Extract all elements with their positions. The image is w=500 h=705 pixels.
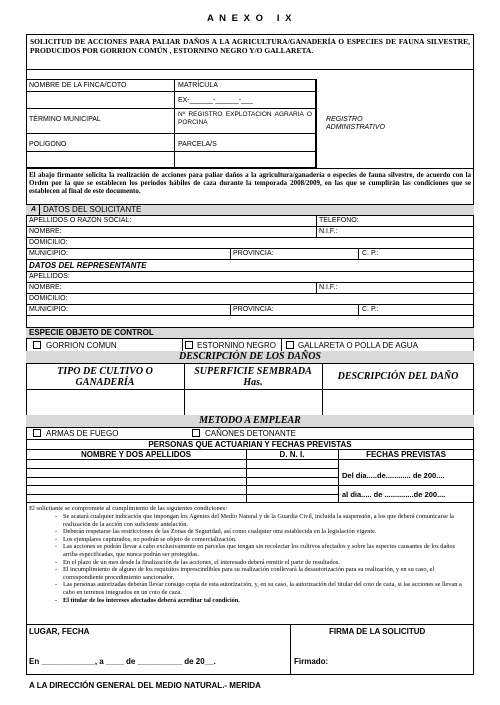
especie-gorrion-label: GORRION COMUN [46,341,117,350]
representante-cp-label: C. P.: [362,306,379,313]
checkbox-gallareta[interactable] [286,341,294,349]
solicitante-provincia-label: PROVINCIA: [233,250,274,257]
representante-nombre-label: NOMBRE: [29,284,62,291]
condicion-item: - En el plazo de un mes desde la finalización de las acciones, el interesado deberá remitir el parte de resultados. [54,559,466,567]
poligono-label: POLIGONO [29,141,67,148]
metodo-canones-label: CAÑONES DETONANTE [205,429,296,438]
firma-solicitud-label: FIRMA DE LA SOLICITUD [329,627,426,636]
condicion-item: - Deberán respetarse las restricciones de las Zonas de Seguridad, así como cualquier otra establecida en la legislación vigente. [54,528,466,536]
lugar-fecha-line[interactable]: En ____________, a ____ de __________ de 20__. [29,657,216,666]
solicitante-domicilio-label: DOMICILIO: [29,239,68,246]
condiciones-intro: El solicitante se compromete al cumplimiento de las siguientes condiciones: [29,505,228,512]
personas-col-dni: D. N. I. [279,450,305,459]
termino-label: TÉRMINO MUNICIPAL [29,116,101,123]
danos-col-cultivo: TIPO DE CULTIVO O GANADERÍA [57,366,153,388]
checkbox-estornino[interactable] [185,341,193,349]
personas-header: PERSONAS QUE ACTUARIAN Y FECHAS PREVISTAS [148,440,352,449]
checkbox-gorrion[interactable] [33,341,41,349]
footer-recipient: A LA DIRECCIÓN GENERAL DEL MEDIO NATURAL.- MERIDA [29,681,261,690]
danos-header: DESCRIPCIÓN DE LOS DAÑOS [179,351,321,362]
lugar-fecha-label: LUGAR, FECHA [29,627,90,636]
solicitante-municipio-label: MUNICIPIO: [29,250,68,257]
danos-col-descripcion: DESCRIPCIÓN DEL DAÑO [337,371,459,382]
representante-provincia-label: PROVINCIA: [233,306,274,313]
representante-apellidos-label: APELLIDOS: [29,273,70,280]
solicitante-telefono-label: TELEFONO: [319,217,359,224]
registro-explotacion-label: Nº REGISTRO EXPLOTACION AGRARIA O PORCINA [178,111,312,126]
section-a-number: A [31,206,37,213]
condicion-item: - Las personas autorizadas deberán llevar consigo copia de esta autorización, y, en su caso, la autorización del titular del coto de caza, si las acciones se llevan a cabo en terrenos integrados en un coto de caza. [54,581,466,596]
especie-header: ESPECIE OBJETO DE CONTROL [29,328,154,337]
condicion-item: - El incumplimiento de alguno de los requisitos imprescindibles para su realización conllevará la desautorización para su realización, y en su caso, el correspondiente procedimiento sancionador. [54,566,466,581]
representante-nif-label: N.I.F.: [319,284,338,291]
fecha-del-line[interactable]: Del dia.....de............ de 200.... [342,471,445,480]
checkbox-canones[interactable] [192,429,200,437]
checkbox-armas-fuego[interactable] [33,429,41,437]
representante-municipio-label: MUNICIPIO: [29,306,68,313]
solicitante-apellidos-label: APELLIDOS O RAZÓN SOCIAL: [29,217,132,224]
solicitante-nombre-label: NOMBRE: [29,228,62,235]
solicitante-header: DATOS DEL SOLICITANTE [43,205,142,214]
metodo-armas-label: ARMAS DE FUEGO [46,429,119,438]
form-title: SOLICITUD DE ACCIONES PARA PALIAR DAÑOS A LA AGRICULTURA/GANADERÍA O ESPECIES DE FAUNA SILVESTRE, PRODUCIDOS POR GORRION COMÚN , ESTORNINO NEGRO Y/O GALLARETA. [30,37,470,55]
matricula-label: MATRÍCULA [178,82,218,89]
finca-name-label: NOMBRE DE LA FINCA/COTO [29,82,127,89]
especie-gallareta-label: GALLARETA O POLLA DE AGUA [298,341,418,350]
condicion-item: - Las acciones se podrán llevar a cabo exclusivamente en parcelas que tengan sin recolectar los cultivos afectados y sobre las especies causantes de los daños arriba especificadas, que nunca podrán ser protegidas. [54,543,466,558]
condicion-item: - Se acatará cualquier indicación que impongan los Agentes del Medio Natural y de la Guardia Civil, incluida la suspensión, a los que deberá comunicarse la realización de la acción con suficiente antelación. [54,513,466,528]
registro-administrativo-stamp: REGISTRO ADMINISTRATIVO [326,116,385,131]
especie-estornino-label: ESTORNINO NEGRO [197,341,276,350]
intro-paragraph: El abajo firmante solicita la realización de acciones para paliar daños a la agricultura/ganadería o especies de fauna silvestre, de acuerdo con la Orden por la que se establecen los periodos hábiles de caza durante la temporada 2008/2009, en las que se cumplirán las condiciones que se establecen al final de este documento. [29,171,471,195]
fecha-al-line[interactable]: al dia..... de ..............de 200.... [342,490,446,499]
solicitante-nif-label: N.I.F.: [319,228,338,235]
condiciones-list [54,513,466,604]
matricula-field[interactable]: EX-______-______-___ [178,97,253,104]
parcelas-label: PARCELA/S [178,141,217,148]
condicion-item: - Los ejemplares capturados, no podrán se objeto de comercialización. [54,536,466,544]
danos-col-superficie: SUPERFICIE SEMBRADA Has. [194,366,312,388]
condicion-item-last: - El titular de los intereses afectados deberá acreditar tal condición. [54,597,466,605]
representante-header: DATOS DEL REPRESENTANTE [29,261,147,270]
metodo-header: METODO A EMPLEAR [199,415,301,426]
solicitante-cp-label: C. P.: [362,250,379,257]
personas-col-nombre: NOMBRE Y DOS APELLIDOS [80,450,192,459]
firmado-label[interactable]: Firmado: [294,657,329,666]
representante-domicilio-label: DOMICILIO: [29,295,68,302]
annex-title: A N E X O I X [206,13,294,24]
personas-col-fechas: FECHAS PREVISTAS [366,450,446,459]
